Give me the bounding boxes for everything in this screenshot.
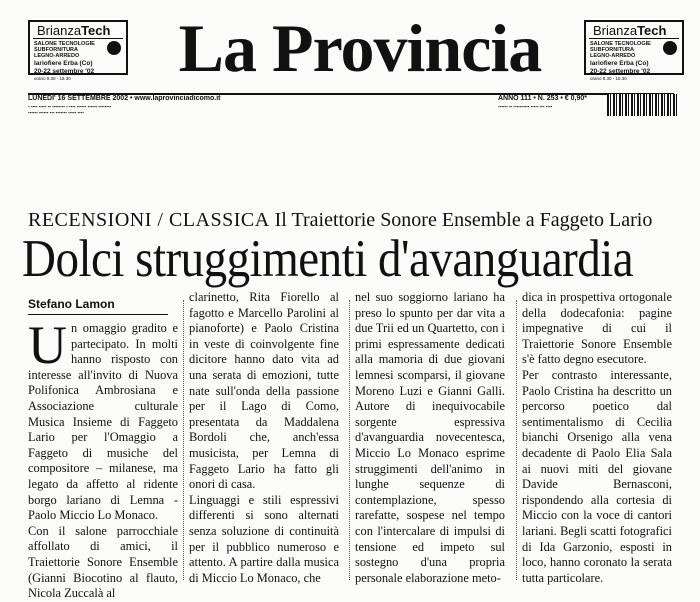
fine-print-left: ▪ ▪▪▪▪ ▪▪▪▪▪ ▪▪ ▪▪▪▪▪▪▪▪ ▪ ▪▪▪▪ ▪▪▪▪▪▪ ▪▪▪▪▪▪ ▪▪▪▪▪▪▪▪ ▪▪▪▪▪▪ ▪▪▪▪▪▪ ▪▪▪ ▪▪▪▪▪▪▪ ▪▪▪▪▪ ▪▪▪▪ <box>28 104 112 115</box>
paragraph: Con il salone parrocchiale affollato di amici, il Traiettorie Sonore Ensemble (Gianni Biocotino al flauto, Nicola Zuccalà al <box>28 523 178 601</box>
date-line: LUNEDI' 16 SETTEMBRE 2002 • www.laprovinciadicomo.it <box>28 95 221 102</box>
drop-cap: U <box>28 315 67 375</box>
flower-logo-icon <box>663 41 677 55</box>
paragraph: dica in prospettiva ortogonale della dodecafonia: pagine impegnative di cui il Traiettorie Sonore Ensemble s'è fatto degno esecutore. <box>522 290 672 367</box>
ad-brand-b: Tech <box>81 23 111 38</box>
paragraph: Linguaggi e stili espressivi differenti si sono alternati senza soluzione di continuità per il pubblico numeroso e attento. A partire dalla musica di Miccio Lo Monaco, che <box>189 492 339 585</box>
ad-fair <box>586 59 682 76</box>
ad-hours: orario 9.30 - 18.30 <box>590 76 627 81</box>
ad-fair-name: lariofiere Erba (Co) <box>590 60 649 67</box>
ad-title <box>33 22 123 39</box>
ad-brand-a: Brianza <box>593 23 638 38</box>
article-column-1 <box>28 315 178 602</box>
ad-brianzatech-left <box>28 20 128 81</box>
ad-fair-name: lariofiere Erba (Co) <box>34 60 93 67</box>
newspaper-masthead: La Provincia <box>178 10 542 86</box>
paragraph: n omaggio gradito e partecipato. In molti hanno risposto con interesse all'invito di Nuova Polifonica Ambrosiana e Associazione culturale Musica Insieme di Faggeto Lario per l'Omaggio a Faggeto di musiche del compositore – milanese, ma legato da affetto al ridente borgo lariano di Lemna - Paolo Miccio Lo Monaco. <box>28 321 178 523</box>
ad-dates: 20-22 settembre '02 <box>34 68 95 75</box>
section-title: Il Traiettorie Sonore Ensemble a Faggeto Lario <box>274 209 653 231</box>
article-headline: Dolci struggimenti d'avanguardia <box>22 230 634 289</box>
ad-hours: orario 9.30 - 18.30 <box>34 76 71 81</box>
section-label: RECENSIONI / CLASSICA <box>28 209 270 231</box>
fine-print-right: ▪▪▪▪▪▪ ▪▪ ▪▪▪▪▪▪▪▪▪▪ ▪▪▪▪▪ ▪▪▪ ▪▪▪▪ <box>498 104 553 109</box>
column-divider <box>349 300 350 580</box>
ad-subtitle: SALONE TECNOLOGIE SUBFORNITURA LEGNO-ARREDO <box>590 41 651 59</box>
ad-subtitle: SALONE TECNOLOGIE SUBFORNITURA LEGNO-ARREDO <box>34 41 95 59</box>
paragraph: Per contrasto interessante, Paolo Cristina ha descritto un percorso poetico dal sentimentalismo di Cecilia bianchi Orsenigo alla vena decadente di Paolo Elia Sala ai nuovi miti del giovane Davide Bernasconi, rispondendo alla cortesia di Miccio con la voce di cantori lariani. Begli scatti fotografici di Ida Garzonio, esposti in loco, hanno coronato la serata tutta particolare. <box>522 367 672 585</box>
ad-dates: 20-22 settembre '02 <box>590 68 651 75</box>
column-divider <box>183 300 184 580</box>
paragraph: nel suo soggiorno lariano ha preso lo spunto per dar vita a due Trii ed un Quartetto, con i primi espressamente dedicati alla mamoria di due giovani lemnesi scomparsi, il giovane Moreno Luzi e Gianni Galli. Autore di inequivocabile sorgente espressiva d'avanguardia novecentesca, Miccio Lo Monaco esprime struggimenti dell'animo in lunghe sequenze di contemplazione, spesso rarefatte, sospese nel tempo con l'intercalare di impulsi di tensione ed impeto sul sostegno d'una propria personale elaborazione meto- <box>355 290 505 585</box>
ad-brianzatech-right <box>584 20 684 81</box>
article-column-3 <box>355 290 505 586</box>
column-divider <box>516 300 517 580</box>
ad-brand-a: Brianza <box>37 23 82 38</box>
ad-brand-b: Tech <box>637 23 667 38</box>
article-column-4 <box>522 290 672 586</box>
ad-title <box>589 22 679 39</box>
issue-line: ANNO 111 • N. 253 • € 0,90* <box>498 95 587 102</box>
ad-fair <box>30 59 126 76</box>
article-column-2 <box>189 290 339 586</box>
flower-logo-icon <box>107 41 121 55</box>
barcode <box>607 94 677 116</box>
paragraph: clarinetto, Rita Fiorello al fagotto e Marcello Parolini al pianoforte) e Paolo Cristina in veste di coinvolgente fine dicitore hanno dato vita ad una serata di emozioni, tutte nate sull'onda della passione per il Lago di Como, presentata da Maddalena Bordoli che, anch'essa musicista, per Lemna di Faggeto Lario ha fatto gli onori di casa. <box>189 290 339 492</box>
byline: Stefano Lamon <box>28 297 115 311</box>
